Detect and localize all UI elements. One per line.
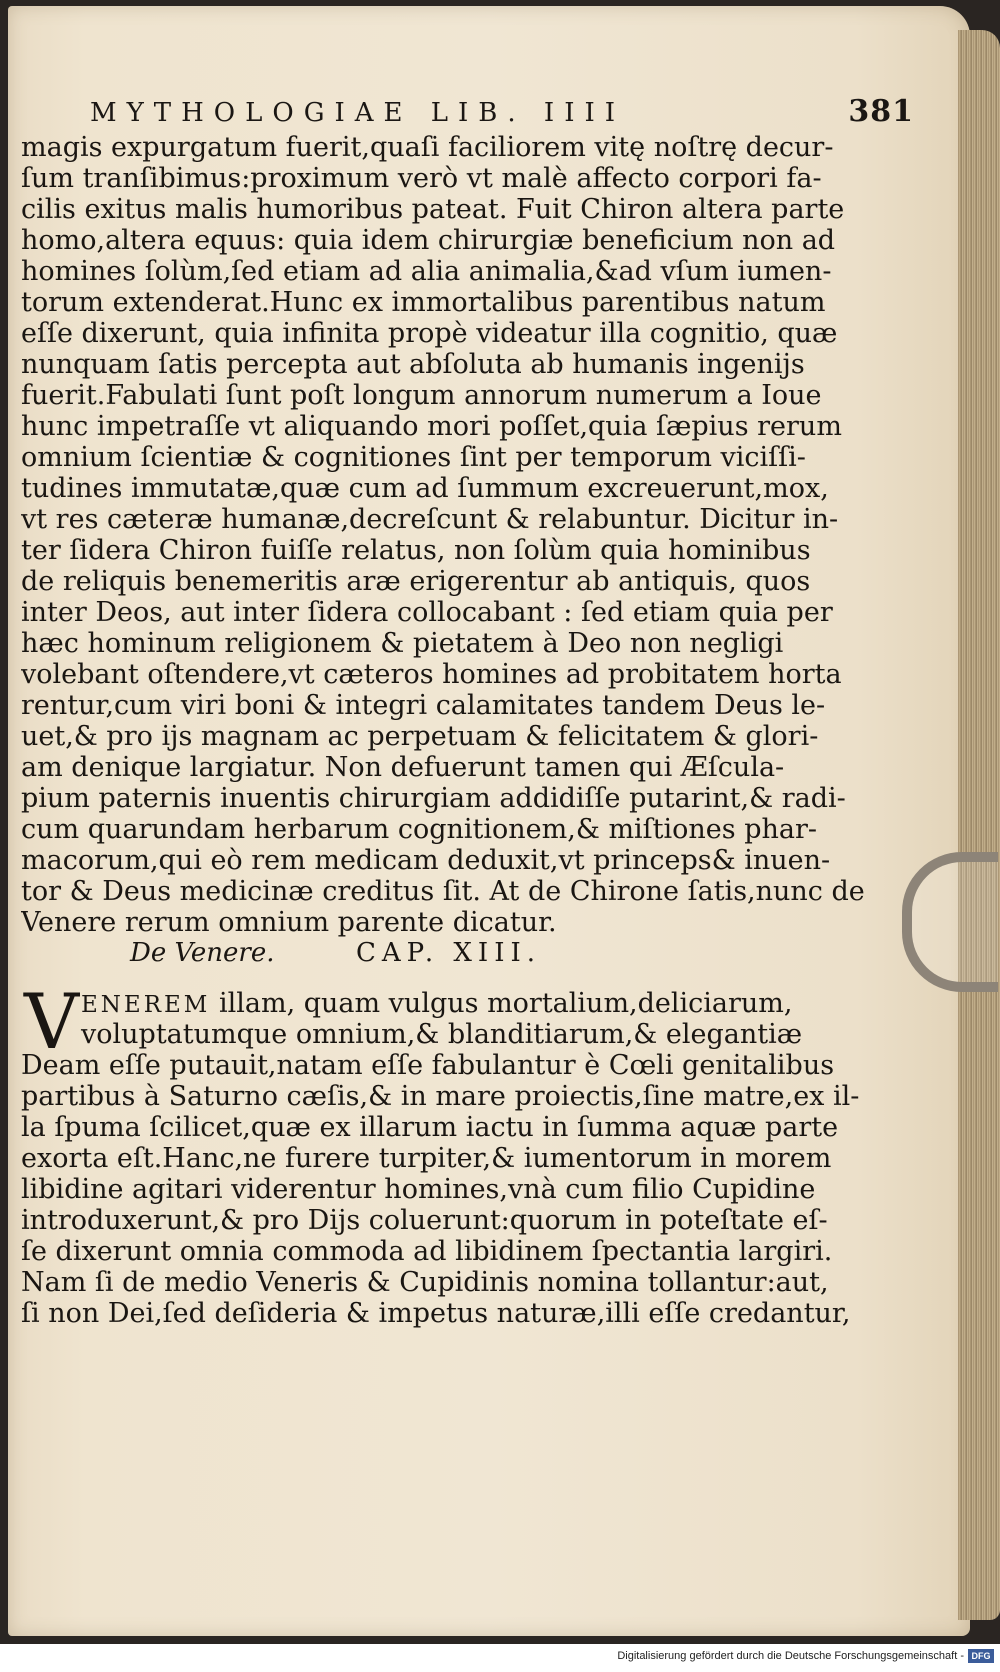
text-line: uet,& pro ijs magnam ac perpetuam & felicitatem & glori- (21, 721, 819, 752)
text-line: voluptatumque omnium,& blanditiarum,& elegantiæ (81, 1019, 803, 1050)
text-line: ſi non Dei,ſed deſideria & impetus naturæ,illi eſſe credantur, (21, 1298, 851, 1329)
text-line (21, 988, 901, 1019)
text-line: homo,altera equus: quia idem chirurgiæ beneficium non ad (21, 225, 836, 256)
text-line: omnium ſcientiæ & cognitiones ſint per temporum viciſſi- (21, 442, 806, 473)
chapter-number: CAP. XIII. (356, 938, 542, 968)
text-line: fuerit.Fabulati ſunt poſt longum annorum numerum a Ioue (21, 380, 822, 411)
text-line: pium paternis inuentis chirurgiam addidiſſe putarint,& radi- (21, 783, 846, 814)
dfg-logo: DFG (968, 1649, 994, 1663)
text-line: exorta eſt.Hanc,ne furere turpiter,& iumentorum in morem (21, 1143, 832, 1174)
text-line: ter ſidera Chiron fuiſſe relatus, non ſolùm quia hominibus (21, 535, 811, 566)
text-line: vt res cæteræ humanæ,decreſcunt & relabuntur. Dicitur in- (21, 504, 839, 535)
text-line: cilis exitus malis humoribus pateat. Fuit Chiron altera parte (21, 194, 845, 225)
page-number: 381 (848, 94, 914, 129)
first-line-rest: illam, quam vulgus mortalium,deliciarum, (210, 988, 793, 1019)
page-edges (958, 30, 1000, 1620)
text-line: hunc impetraſſe vt aliquando mori poſſet,quia ſæpius rerum (21, 411, 842, 442)
lead-word: ENEREM (81, 992, 211, 1018)
text-line: cum quarundam herbarum cognitionem,& miſtiones phar- (21, 814, 818, 845)
text-line: Nam ſi de medio Veneris & Cupidinis nomina tollantur:aut, (21, 1267, 829, 1298)
text-line: ſum tranſibimus:proximum verò vt malè affecto corpori fa- (21, 163, 822, 194)
text-line: hæc hominum religionem & pietatem à Deo non negligi (21, 628, 784, 659)
text-line: homines ſolùm,ſed etiam ad alia animalia,&ad vſum iumen- (21, 256, 832, 287)
running-head-title: MYTHOLOGIAE LIB. IIII (90, 98, 626, 128)
text-line: tor & Deus medicinæ creditus ſit. At de Chirone ſatis,nunc de (21, 876, 865, 907)
text-line: volebant oſtendere,vt cæteros homines ad probitatem horta (21, 659, 842, 690)
text-line: la ſpuma ſcilicet,quæ ex illarum iactu in ſumma aquæ parte (21, 1112, 839, 1143)
text-line: de reliquis benemeritis aræ erigerentur ab antiquis, quos (21, 566, 811, 597)
text-line: tudines immutatæ,quæ cum ad ſummum excreuerunt,mox, (21, 473, 829, 504)
text-line: ſe dixerunt omnia commoda ad libidinem ſpectantia largiri. (21, 1236, 833, 1267)
text-line: nunquam ſatis percepta aut abſoluta ab humanis ingenijs (21, 349, 805, 380)
text-block-venus (21, 977, 901, 1329)
text-line: macorum,qui eò rem medicam deduxit,vt princeps& inuen- (21, 845, 831, 876)
page-clip (902, 852, 998, 992)
text-line: inter Deos, aut inter ſidera collocabant : ſed etiam quia per (21, 597, 833, 628)
chapter-heading (130, 938, 730, 978)
text-line: partibus à Saturno cæſis,& in mare proiectis,ſine matre,ex il- (21, 1081, 860, 1112)
text-line: libidine agitari viderentur homines,vnà cum filio Cupidine (21, 1174, 816, 1205)
chapter-subject: De Venere. (130, 938, 275, 968)
text-line: torum extenderat.Hunc ex immortalibus parentibus natum (21, 287, 826, 318)
text-line: rentur,cum viri boni & integri calamitates tandem Deus le- (21, 690, 826, 721)
text-line: magis expurgatum fuerit,quaſi faciliorem vitę noſtrę decur- (21, 132, 834, 163)
footer (0, 1644, 1000, 1672)
text-block-chiron (21, 132, 901, 938)
text-line: introduxerunt,& pro Dijs coluerunt:quorum in poteſtate eſ- (21, 1205, 828, 1236)
digitization-credit: Digitalisierung gefördert durch die Deutsche Forschungsgemeinschaft - (617, 1650, 964, 1662)
text-lines (21, 1050, 901, 1329)
drop-cap: V (24, 977, 79, 1066)
text-line: eſſe dixerunt, quia infinita propè videatur illa cognitio, quæ (21, 318, 838, 349)
running-head (90, 94, 920, 134)
text-line: Venere rerum omnium parente dicatur. (21, 907, 557, 938)
text-line: Deam eſſe putauit,natam eſſe fabulantur è Cœli genitalibus (21, 1050, 835, 1081)
text-line: am denique largiatur. Non defuerunt tamen qui Æſcula- (21, 752, 785, 783)
